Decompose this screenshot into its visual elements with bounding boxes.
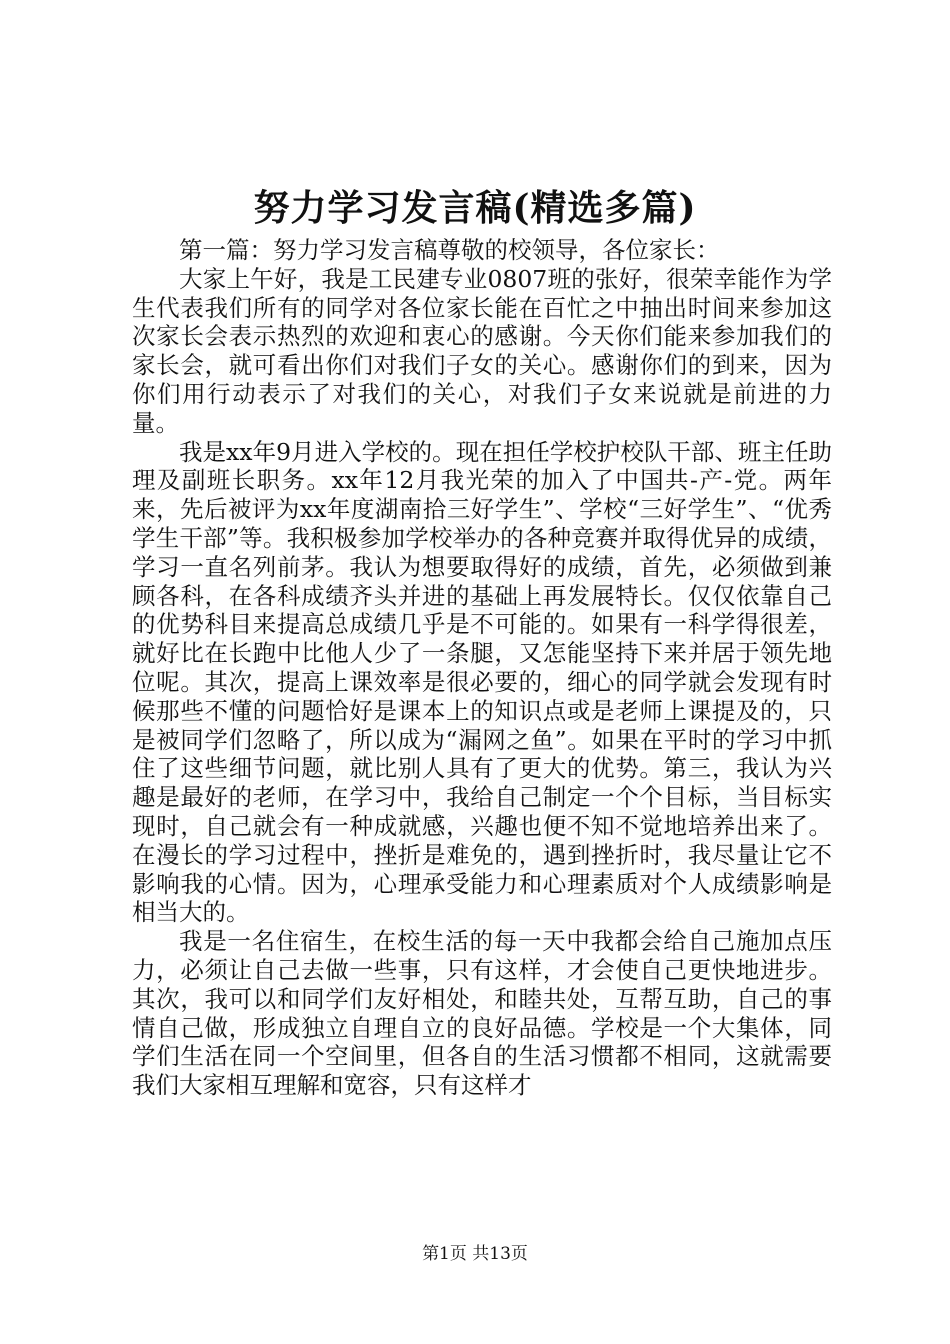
paragraph: 第一篇：努力学习发言稿尊敬的校领导，各位家长： (179, 236, 720, 264)
page-footer: 第1页 共13页 (422, 1244, 528, 1264)
document-body (132, 236, 832, 1100)
paragraph: 我是一名住宿生，在校生活的每一天中我都会给自己施加点压力，必须让自己去做一些事，只有这样，才会使自己更快地进步。其次，我可以和同学们友好相处，和睦共处，互帮互助，自己的事情自己做，形成独立自理自立的良好品德。学校是一个大集体，同学们生活在同一个空间里，但各自的生活习惯都不相同，这就需要我们大家相互理解和宽容，只有这样才 (132, 927, 832, 1100)
paragraph: 大家上午好，我是工民建专业0807班的张好，很荣幸能作为学生代表我们所有的同学对各位家长能在百忙之中抽出时间来参加这次家长会表示热烈的欢迎和衷心的感谢。今天你们能来参加我们的家长会，就可看出你们对我们子女的关心。感谢你们的到来，因为你们用行动表示了对我们的关心，对我们子女来说就是前进的力量。 (132, 264, 832, 437)
document-title: 努力学习发言稿(精选多篇) (253, 187, 697, 229)
paragraph: 我是xx年9月进入学校的。现在担任学校护校队干部、班主任助理及副班长职务。xx年12月我光荣的加入了中国共-产-党。两年来，先后被评为xx年度湖南拾三好学生”、学校“三好学生”、“优秀学生干部”等。我积极参加学校举办的各种竞赛并取得优异的成绩，学习一直名列前茅。我认为想要取得好的成绩，首先，必须做到兼顾各科，在各科成绩齐头并进的基础上再发展特长。仅仅依靠自己的优势科目来提高总成绩几乎是不可能的。如果有一科学得很差，就好比在长跑中比他人少了一条腿，又怎能坚持下来并居于领先地位呢。其次，提高上课效率是很必要的，细心的同学就会发现有时候那些不懂的问题恰好是课本上的知识点或是老师上课提及的，只是被同学们忽略了，所以成为“漏网之鱼”。如果在平时的学习中抓住了这些细节问题，就比别人具有了更大的优势。第三，我认为兴趣是最好的老师，在学习中，我给自己制定一个个目标，当目标实现时，自己就会有一种成就感，兴趣也便不知不觉地培养出来了。在漫长的学习过程中，挫折是难免的，遇到挫折时，我尽量让它不影响我的心情。因为，心理承受能力和心理素质对个人成绩影响是相当大的。 (132, 437, 832, 927)
